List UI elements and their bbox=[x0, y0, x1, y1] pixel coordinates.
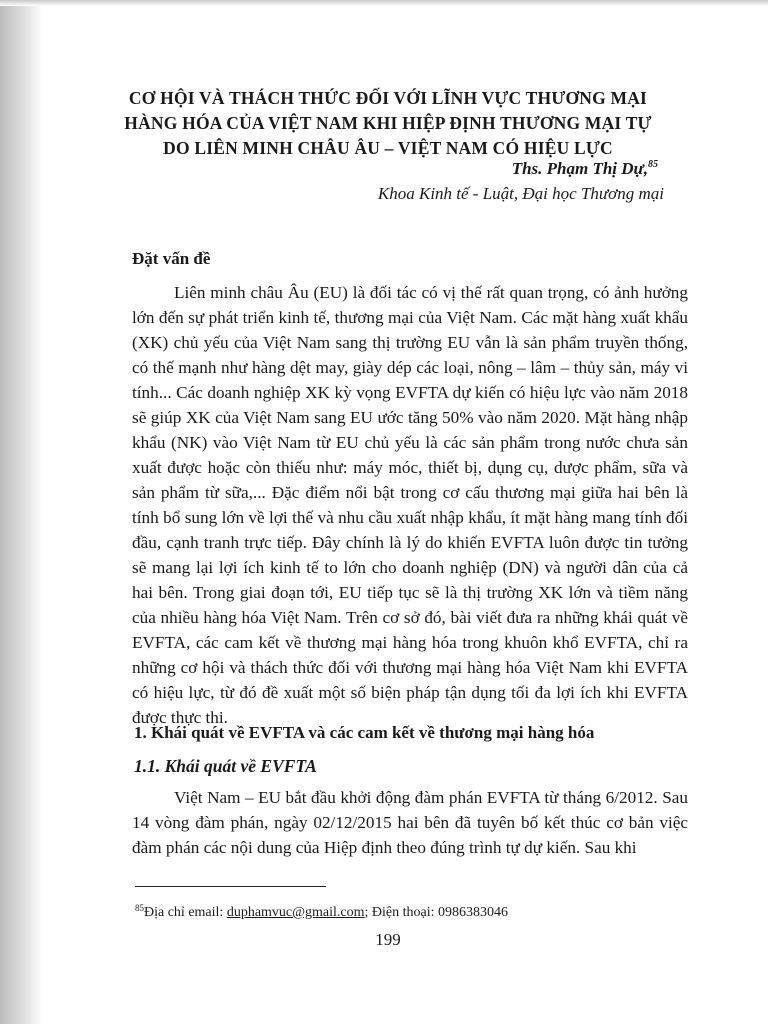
section-1-1-paragraph: Việt Nam – EU bắt đầu khởi động đàm phán EVFTA từ tháng 6/2012. Sau 14 vòng đàm phán, ngày 02/12/2015 hai bên đã tuyên bố kết thúc cơ bản việc đàm phán các nội dung của Hiệp định theo đúng trình tự dự kiến. Sau khi bbox=[132, 788, 688, 857]
title-line-1: CƠ HỘI VÀ THÁCH THỨC ĐỐI VỚI LĨNH VỰC THƯƠNG MẠI bbox=[128, 88, 648, 108]
article-title bbox=[88, 86, 688, 161]
title-line-3: DO LIÊN MINH CHÂU ÂU – VIỆT NAM CÓ HIỆU LỰC bbox=[163, 138, 613, 158]
intro-heading: Đặt vấn đề bbox=[132, 249, 211, 268]
page-number: 199 bbox=[375, 930, 401, 949]
section-1-heading: 1. Khái quát về EVFTA và các cam kết về thương mại hàng hóa bbox=[134, 723, 595, 742]
footnote-mark: 85 bbox=[135, 903, 144, 913]
document-page bbox=[88, 0, 688, 1024]
footnote-email-label: Địa chỉ email: bbox=[144, 905, 227, 920]
footnote-divider bbox=[135, 886, 326, 887]
author-footnote-mark: 85 bbox=[648, 159, 658, 170]
footnote-phone: ; Điện thoại: 0986383046 bbox=[364, 905, 509, 920]
title-line-2: HÀNG HÓA CỦA VIỆT NAM KHI HIỆP ĐỊNH THƯƠNG MẠI TỰ bbox=[124, 113, 652, 133]
author-name: Ths. Phạm Thị Dự, bbox=[511, 159, 648, 178]
footnote-email-link[interactable]: duphamvuc@gmail.com bbox=[226, 905, 365, 920]
footnote bbox=[135, 903, 508, 921]
author-affiliation: Khoa Kinh tế - Luật, Đại học Thương mại bbox=[377, 184, 664, 203]
scan-shadow-left bbox=[0, 0, 42, 1024]
intro-paragraph: Liên minh châu Âu (EU) là đối tác có vị thế rất quan trọng, có ảnh hưởng lớn đến sự phát triển kinh tế, thương mại của Việt Nam. Các mặt hàng xuất khẩu (XK) chủ yếu của Việt Nam sang thị trường EU vẫn là sản phẩm truyền thống, có thế mạnh như hàng dệt may, giày dép các loại, nông – lâm – thủy sản, máy vi tính... Các doanh nghiệp XK kỳ vọng EVFTA dự kiến có hiệu lực vào năm 2018 sẽ giúp XK của Việt Nam sang EU ước tăng 50% vào năm 2020. Mặt hàng nhập khẩu (NK) vào Việt Nam từ EU chủ yếu là các sản phẩm trong nước chưa sản xuất được hoặc còn thiếu như: máy móc, thiết bị, dụng cụ, dược phẩm, sữa và sản phẩm từ sữa,... Đặc điểm nổi bật trong cơ cấu thương mại giữa hai bên là tính bổ sung lớn về lợi thế và nhu cầu xuất nhập khẩu, ít mặt hàng mang tính đối đầu, cạnh tranh trực tiếp. Đây chính là lý do khiến EVFTA luôn được tin tưởng sẽ mang lại lợi ích kinh tế to lớn cho doanh nghiệp (DN) và người dân của cả hai bên. Trong giai đoạn tới, EU tiếp tục sẽ là thị trường XK lớn và tiềm năng của nhiều hàng hóa Việt Nam. Trên cơ sở đó, bài viết đưa ra những khái quát về EVFTA, các cam kết về thương mại hàng hóa trong khuôn khổ EVFTA, chỉ ra những cơ hội và thách thức đối với thương mại hàng hóa Việt Nam khi EVFTA có hiệu lực, từ đó đề xuất một số biện pháp tận dụng tối đa lợi ích khi EVFTA được thực thi. bbox=[132, 283, 688, 727]
author-line bbox=[512, 159, 658, 179]
section-1-1-heading: 1.1. Khái quát về EVFTA bbox=[134, 756, 317, 776]
